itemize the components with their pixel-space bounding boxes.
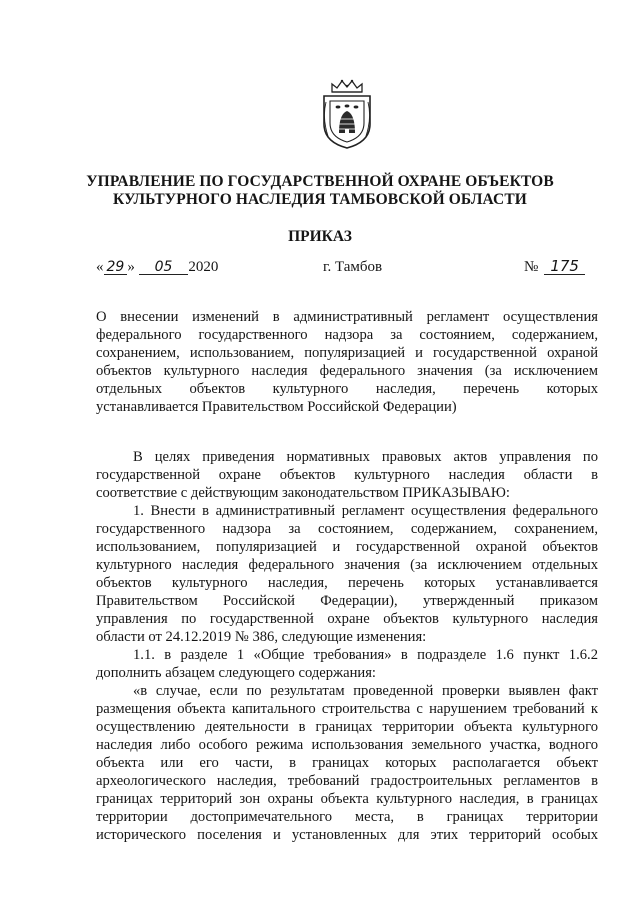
body-line: объектов культурного наследия, перечень которых устанавливается xyxy=(96,575,598,591)
body-line: государственного надзора за состоянием, содержанием, сохранением, xyxy=(96,521,598,537)
body-line: Правительством Российской Федерации), утвержденный приказом xyxy=(96,593,598,609)
body-line: соответствие с действующим законодательством ПРИКАЗЫВАЮ: xyxy=(96,485,510,501)
body-line: 1.1. в разделе 1 «Общие требования» в подразделе 1.6 пункт 1.6.2 xyxy=(133,647,598,663)
date-day: 29 xyxy=(104,260,128,275)
title-line: федерального государственного надзора за состоянием, содержанием, xyxy=(96,327,598,343)
title-line: объектов культурного наследия федерального значения (за исключением xyxy=(96,363,598,379)
body-line: управления по государственной охране объектов культурного наследия xyxy=(96,611,598,627)
order-number xyxy=(524,259,585,276)
agency-name-line-2: КУЛЬТУРНОГО НАСЛЕДИЯ ТАМБОВСКОЙ ОБЛАСТИ xyxy=(113,191,527,208)
body-line: исторического поселения и установленных для этих территорий особых xyxy=(96,827,598,843)
body-line: территории достопримечательного места, в границах территории xyxy=(96,809,598,825)
title-line: устанавливается Правительством Российской Федерации) xyxy=(96,399,457,415)
body-line: государственной охране объектов культурного наследия области в xyxy=(96,467,598,483)
body-line: наследия либо особого режима использования земельного участка, водного xyxy=(96,737,598,753)
number-value: 175 xyxy=(544,259,585,275)
body-line: «в случае, если по результатам проведенной проверки выявлен факт xyxy=(133,683,598,699)
number-label: № xyxy=(524,259,539,275)
title-line: отдельных объектов культурного наследия, перечень которых xyxy=(96,381,598,397)
title-line: О внесении изменений в административный регламент осуществления xyxy=(96,309,598,325)
body-line: использованием, популяризацией и государственной охраной объектов xyxy=(96,539,598,555)
order-date xyxy=(96,259,218,276)
coat-of-arms-icon xyxy=(318,78,376,150)
date-month: 05 xyxy=(139,260,189,275)
body-line: границах территорий зон охраны объекта культурного наследия, в границах xyxy=(96,791,598,807)
date-open-quote: « xyxy=(96,259,104,275)
document-type-title: ПРИКАЗ xyxy=(288,228,352,245)
body-line: археологического наследия, требований градостроительных регламентов в xyxy=(96,773,598,789)
body-line: В целях приведения нормативных правовых актов управления по xyxy=(133,449,598,465)
body-line: 1. Внести в административный регламент осуществления федерального xyxy=(133,503,598,519)
title-line: сохранением, использованием, популяризацией и государственной охраной xyxy=(96,345,598,361)
order-city: г. Тамбов xyxy=(323,259,383,275)
body-line: объекта или его части, в границах которых располагается объект xyxy=(96,755,598,771)
body-line: культурного наследия федерального значения (за исключением отдельных xyxy=(96,557,598,573)
date-close-quote: » xyxy=(127,259,135,275)
agency-name-line-1: УПРАВЛЕНИЕ ПО ГОСУДАРСТВЕННОЙ ОХРАНЕ ОБЪЕКТОВ xyxy=(86,173,554,190)
body-line: дополнить абзацем следующего содержания: xyxy=(96,665,376,681)
body-line: осуществлению деятельности в границах территории объекта культурного xyxy=(96,719,598,735)
body-line: области от 24.12.2019 № 386, следующие изменения: xyxy=(96,629,427,645)
body-line: размещения объекта капитального строительства с нарушением требований к xyxy=(96,701,598,717)
date-year: 2020 xyxy=(188,259,219,275)
